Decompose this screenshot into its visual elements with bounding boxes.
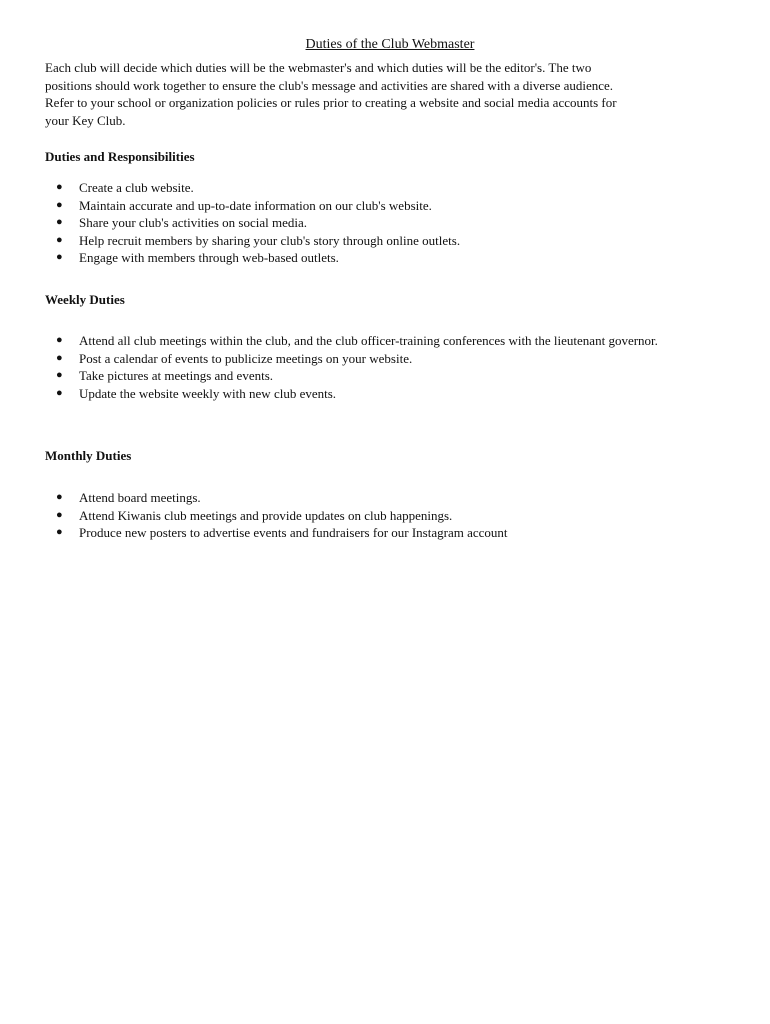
list-item-text: Attend board meetings. <box>79 490 201 505</box>
list-item <box>45 214 460 232</box>
intro-line: positions should work together to ensure the club's message and activities are shared with a diverse audience. <box>45 77 614 93</box>
list-item-text: Attend Kiwanis club meetings and provide updates on club happenings. <box>79 507 453 523</box>
list-item <box>45 332 658 350</box>
intro-line: Each club will decide which duties will be the webmaster's and which duties will be the editor's. The two <box>45 60 592 75</box>
bullet-icon: ● <box>56 334 63 346</box>
bullet-icon: ● <box>56 508 63 521</box>
list-item-text: Help recruit members by sharing your club's story through online outlets. <box>79 232 461 248</box>
intro-line: Refer to your school or organization policies or rules prior to creating a website and social media accounts for <box>45 95 617 110</box>
list-item <box>45 197 460 215</box>
list-item-text: Create a club website. <box>79 180 194 195</box>
weekly-duties-list <box>45 332 658 402</box>
bullet-icon: ● <box>56 198 63 211</box>
monthly-duties-list <box>45 489 508 542</box>
list-item-text: Produce new posters to advertise events and fundraisers for our Instagram account <box>79 525 508 540</box>
list-item-text: Share your club's activities on social media. <box>79 215 307 230</box>
list-item <box>45 524 508 542</box>
intro-line: your Key Club. <box>45 112 126 128</box>
intro-paragraph <box>45 59 685 129</box>
bullet-icon: ● <box>56 181 63 193</box>
list-item-text: Take pictures at meetings and events. <box>79 368 274 383</box>
bullet-icon: ● <box>56 491 63 503</box>
list-item <box>45 367 658 385</box>
list-item <box>45 179 460 197</box>
list-item-text: Maintain accurate and up-to-date information on our club's website. <box>79 197 432 213</box>
bullet-icon: ● <box>56 233 63 246</box>
list-item-text: Update the website weekly with new club events. <box>79 385 337 401</box>
bullet-icon: ● <box>56 351 63 364</box>
bullet-icon: ● <box>56 251 63 263</box>
bullet-icon: ● <box>56 369 63 381</box>
list-item-text: Attend all club meetings within the club, and the club officer-training conferences with the lieutenant governor. <box>79 333 658 348</box>
duties-responsibilities-list <box>45 179 460 267</box>
list-item-text: Engage with members through web-based outlets. <box>79 250 339 265</box>
section-heading-weekly-duties: Weekly Duties <box>45 292 125 307</box>
list-item <box>45 489 508 507</box>
list-item <box>45 249 460 267</box>
section-heading-duties-responsibilities: Duties and Responsibilities <box>45 149 195 164</box>
list-item <box>45 385 658 403</box>
bullet-icon: ● <box>56 216 63 228</box>
section-heading-monthly-duties: Monthly Duties <box>45 448 132 463</box>
list-item <box>45 350 658 368</box>
list-item <box>45 507 508 525</box>
bullet-icon: ● <box>56 386 63 399</box>
document-title: Duties of the Club Webmaster <box>305 37 475 52</box>
list-item-text: Post a calendar of events to publicize meetings on your website. <box>79 350 413 366</box>
list-item <box>45 232 460 250</box>
bullet-icon: ● <box>56 526 63 538</box>
